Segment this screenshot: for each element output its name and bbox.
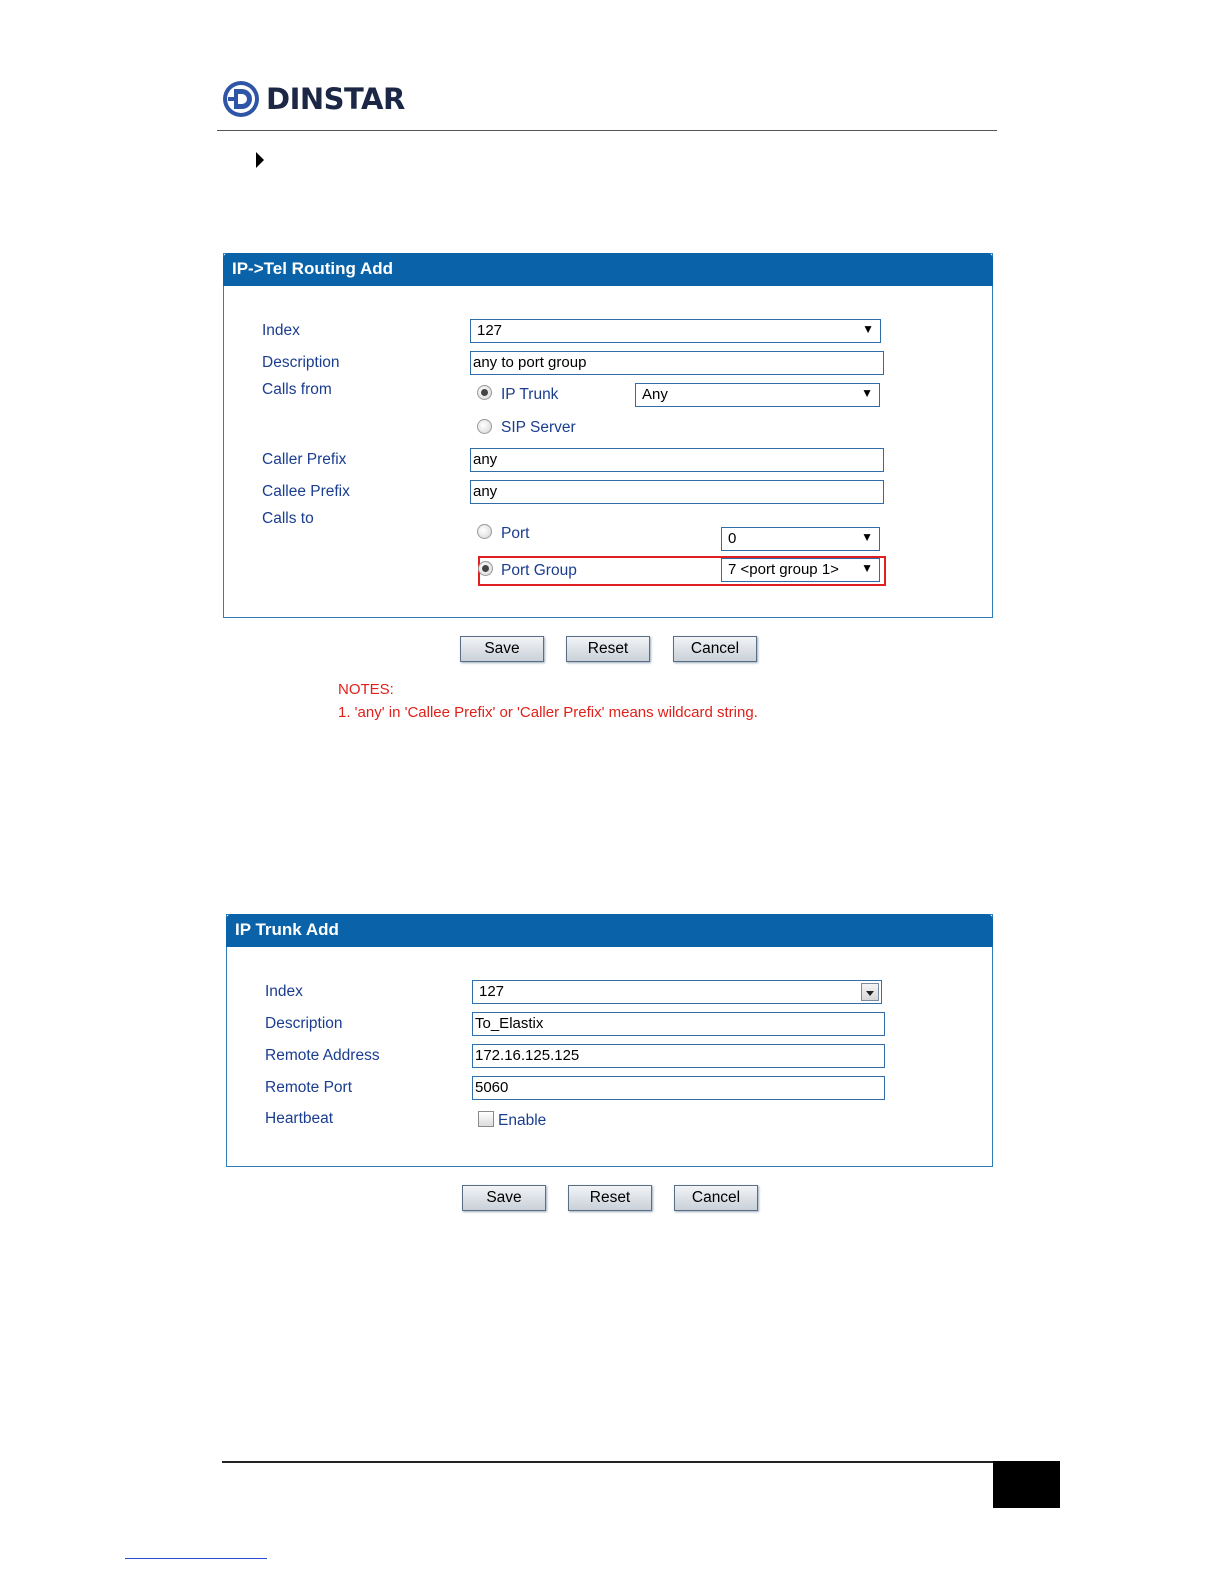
trunk-index-value: 127 [479, 983, 505, 1000]
dinstar-logo-icon [222, 80, 260, 118]
callee-prefix-label: Callee Prefix [262, 483, 350, 500]
notes-title: NOTES: [338, 681, 394, 698]
trunk-index-select[interactable] [472, 980, 882, 1004]
caller-prefix-input[interactable]: any [470, 448, 884, 472]
trunk-description-label: Description [265, 1015, 343, 1032]
dinstar-logo [222, 78, 405, 120]
ip-trunk-option-label[interactable]: IP Trunk [501, 386, 559, 403]
calls-to-label: Calls to [262, 510, 314, 527]
footer-divider [222, 1461, 1060, 1463]
trunk-cancel-button[interactable]: Cancel [674, 1185, 758, 1211]
callee-prefix-input[interactable]: any [470, 480, 884, 504]
notes-line-1: 1. 'any' in 'Callee Prefix' or 'Caller Prefix' means wildcard string. [338, 704, 758, 721]
description-input[interactable]: any to port group [470, 351, 884, 375]
remote-address-label: Remote Address [265, 1047, 380, 1064]
port-select[interactable] [721, 527, 880, 551]
port-value: 0 [728, 530, 737, 547]
sip-server-option-label[interactable]: SIP Server [501, 419, 576, 436]
dropdown-arrow-icon: ▼ [862, 322, 874, 336]
index-label: Index [262, 322, 300, 339]
trunk-index-label: Index [265, 983, 303, 1000]
dropdown-arrow-icon: ▼ [861, 386, 873, 400]
trunk-description-input[interactable]: To_Elastix [472, 1012, 885, 1036]
remote-port-label: Remote Port [265, 1079, 353, 1096]
panel-title: IP->Tel Routing Add [223, 253, 993, 286]
save-button[interactable]: Save [460, 636, 544, 662]
index-select[interactable] [470, 319, 881, 343]
ip-trunk-value: Any [642, 386, 668, 403]
caller-prefix-label: Caller Prefix [262, 451, 347, 468]
dropdown-arrow-icon: ▼ [861, 530, 873, 544]
footer-link-underline[interactable] [125, 1558, 267, 1559]
heartbeat-enable-label[interactable]: Enable [498, 1112, 547, 1129]
port-option-label[interactable]: Port [501, 525, 530, 542]
port-group-option-label[interactable]: Port Group [501, 562, 577, 579]
remote-address-input[interactable]: 172.16.125.125 [472, 1044, 885, 1068]
dropdown-arrow-icon: ▼ [861, 561, 873, 575]
page-number-box [993, 1461, 1060, 1508]
header-divider [217, 130, 997, 131]
remote-port-input[interactable]: 5060 [472, 1076, 885, 1100]
dropdown-button-icon[interactable] [861, 983, 879, 1001]
cancel-button[interactable]: Cancel [673, 636, 757, 662]
panel-title: IP Trunk Add [226, 914, 993, 947]
calls-from-label: Calls from [262, 381, 332, 398]
heartbeat-checkbox[interactable] [478, 1111, 494, 1127]
port-group-radio[interactable] [478, 561, 493, 576]
reset-button[interactable]: Reset [566, 636, 650, 662]
heartbeat-label: Heartbeat [265, 1110, 334, 1127]
brand-name: DINSTAR [266, 82, 405, 116]
ip-trunk-select[interactable] [635, 383, 880, 407]
trunk-reset-button[interactable]: Reset [568, 1185, 652, 1211]
sip-server-radio[interactable] [477, 419, 492, 434]
ip-trunk-radio[interactable] [477, 385, 492, 400]
trunk-save-button[interactable]: Save [462, 1185, 546, 1211]
ip-trunk-panel [226, 914, 993, 1167]
index-value: 127 [477, 322, 503, 339]
bullet-arrow-icon [256, 152, 264, 168]
port-group-value: 7 <port group 1> [728, 561, 839, 578]
port-group-select[interactable] [721, 558, 880, 582]
port-radio[interactable] [477, 524, 492, 539]
description-label: Description [262, 354, 340, 371]
